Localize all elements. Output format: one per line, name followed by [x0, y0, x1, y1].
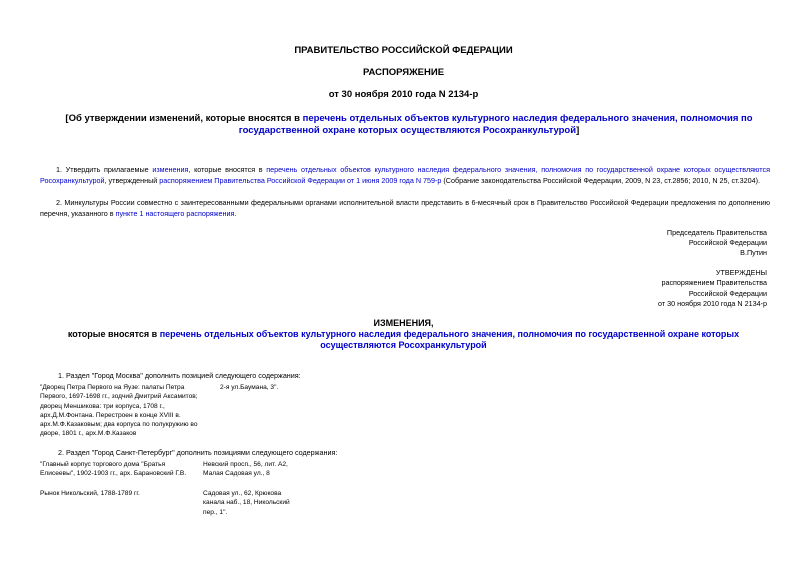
table-row-name: "Главный корпус торгового дома "Братья Елисеевы", 1902-1903 гг., арх. Барановский Г.В. [40, 461, 187, 478]
changes-link[interactable]: изменения [152, 165, 189, 174]
approval-block [658, 268, 767, 309]
signature-org: Российской Федерации [688, 238, 767, 247]
document-type: РАСПОРЯЖЕНИЕ [362, 67, 445, 78]
changes-title: ИЗМЕНЕНИЯ, [373, 318, 434, 328]
list-link[interactable]: перечень отдельных объектов культурного наследия федерального значения, полномочия по государственной охране которых осуществляются Росохранкультурой [40, 165, 770, 185]
government-title: ПРАВИТЕЛЬСТВО РОССИЙСКОЙ ФЕДЕРАЦИИ [294, 45, 513, 56]
document-subject [50, 113, 768, 137]
p1-text-3: , утвержденный [104, 175, 160, 185]
table-row-name: "Дворец Петра Первого на Яузе: палаты Петра Первого, 1697-1698 гг., зодчий Дмитрий Аксамитов; дворец Меншикова: три корпуса, 1708 г., арх.Д.М.Фонтана. Перестроен в конце XVIII в. арх.М.Ф.Казаковым; два корпуса по полукружию во дворе, 1801 г., арх.М.Ф.Казаков [40, 384, 198, 438]
order-759-link[interactable]: распоряжением Правительства Российской Федерации от 1 июня 2009 года N 759-р [159, 175, 442, 185]
signature-position: Председатель Правительства [666, 228, 767, 237]
approval-line-4: от 30 ноября 2010 года N 2134-р [658, 298, 767, 308]
table-row-address: Невский просп., 56, лит. А2, Малая Садовая ул., 8 [203, 461, 288, 478]
subject-suffix: ] [576, 125, 580, 136]
table-row-name: Рынок Никольский, 1788-1789 гг. [40, 490, 140, 497]
p2-text-1: 2. Минкультуры России совместно с заинтересованными федеральными органами исполнительной власти представить в 6-месячный срок в Правительство Российской Федерации предложения по дополнению перечня, указанного в [40, 198, 770, 218]
p1-text-4: (Собрание законодательства Российской Федерации, 2009, N 23, ст.2856; 2010, N 25, ст.3204). [441, 175, 760, 185]
point-1-link[interactable]: пункте 1 настоящего распоряжения [115, 208, 235, 218]
p1-text-1: 1. Утвердить прилагаемые [56, 165, 153, 174]
approval-line-1: УТВЕРЖДЕНЫ [715, 268, 767, 277]
table-row-address: Садовая ул., 62, Крюкова канала наб., 18, Никольский пер., 1". [203, 490, 290, 516]
changes-list-link[interactable]: перечень отдельных объектов культурного наследия федерального значения, полномочия по государственной охране которых осуществляются Росохранкультурой [159, 329, 740, 350]
section-2-heading: 2. Раздел "Город Санкт-Петербург" дополнить позициями следующего содержания: [58, 448, 338, 457]
p2-text-2: . [234, 208, 237, 218]
approval-line-2: распоряжением Правительства [661, 278, 767, 288]
section-1-heading: 1. Раздел "Город Москва" дополнить позицией следующего содержания: [58, 371, 301, 380]
table-row-address: 2-я ул.Баумана, 3". [220, 384, 279, 391]
paragraph-2 [40, 198, 770, 219]
approval-line-3: Российской Федерации [688, 288, 767, 298]
paragraph-1 [40, 165, 770, 186]
signature-block [667, 228, 767, 258]
subject-prefix: [Об утверждении изменений, которые вносятся в [65, 113, 303, 124]
signature-name: В.Путин [740, 248, 767, 257]
subject-list-link[interactable]: перечень отдельных объектов культурного наследия федерального значения, полномочия по государственной охране которых осуществляются Росохранкультурой [238, 113, 753, 136]
document-date-number: от 30 ноября 2010 года N 2134-р [328, 89, 479, 100]
changes-prefix: которые вносятся в [67, 329, 160, 339]
changes-subtitle [60, 329, 747, 351]
p1-text-2: , которые вносятся в [188, 165, 267, 174]
